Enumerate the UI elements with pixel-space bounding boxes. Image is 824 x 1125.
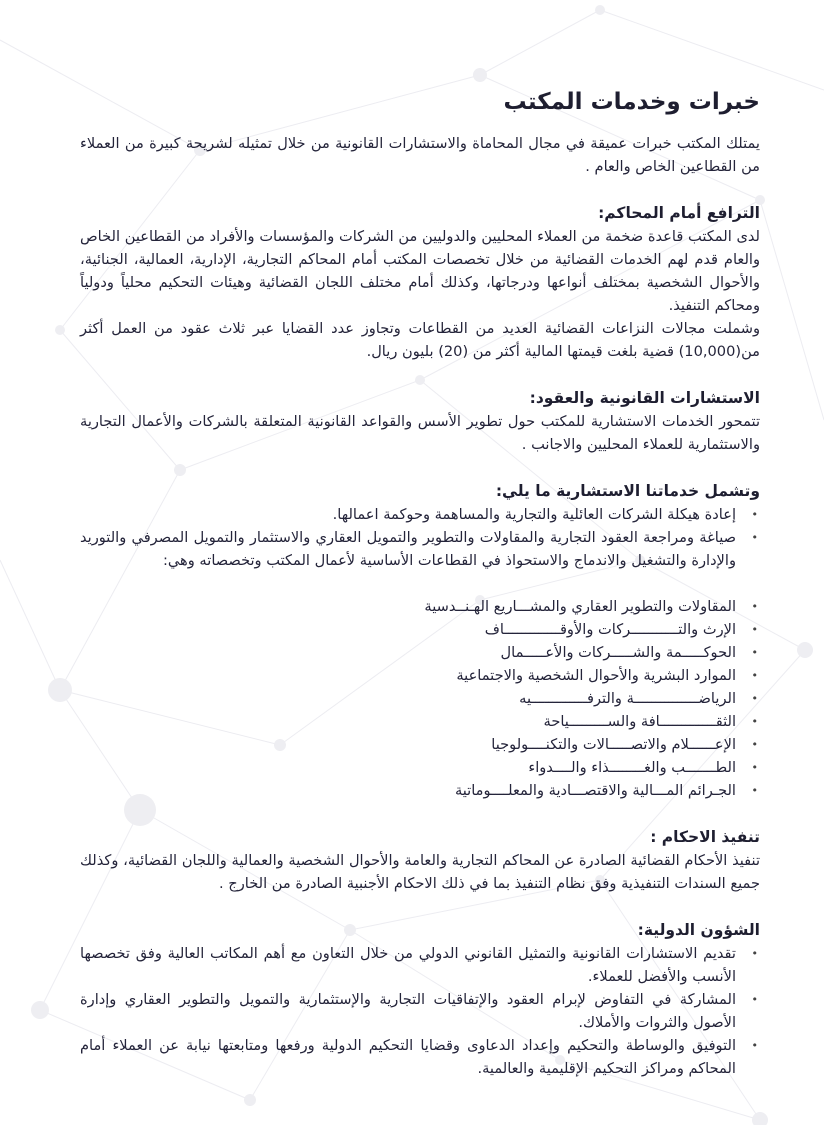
sectors-list (80, 595, 760, 802)
litigation-paragraph-1: لدى المكتب قاعدة ضخمة من العملاء المحليين والدوليين من الشركات والمؤسسات والأفراد من القطاعين الخاص والعام قدم لهم الخدمات القضائية من خلال تخصصات المكتب أمام المحاكم التجارية، الإدارية، العمالية، الجنائية، والأحوال الشخصية بمختلف أنواعها ودرجاتها، وكذلك أمام مختلف اللجان القضائية وهيئات التحكيم محلياً ودولياً ومحاكم التنفيذ. (80, 228, 760, 314)
sector-item: • الموارد البشرية والأحوال الشخصية والاجتماعية (80, 664, 736, 687)
international-list-item: • المشاركة في التفاوض لإبرام العقود والإتفاقيات التجارية والإستثمارية والتمويل والتطوير العقاري وإدارة الأصول والثروات والأملاك. (80, 988, 736, 1034)
document-page (80, 86, 760, 1080)
services-list-item: • إعادة هيكلة الشركات العائلية والتجارية والمساهمة وحوكمة اعمالها. (80, 503, 736, 526)
sector-item: • الإعــــــلام والاتصـــــالات والتكنــــولوجيا (80, 733, 736, 756)
international-list-item: • تقديم الاستشارات القانونية والتمثيل القانوني الدولي من خلال التعاون مع أهم المكاتب العالية وفق تخصصها الأنسب والأفضل للعملاء. (80, 942, 736, 988)
services-heading: وتشمل خدماتنا الاستشارية ما يلي: (495, 482, 760, 500)
intro-paragraph: يمتلك المكتب خبرات عميقة في مجال المحاماة والاستشارات القانونية من خلال تمثيله لشريحة كبيرة من العملاء من القطاعين الخاص والعام . (80, 135, 760, 175)
sector-item: • الثقـــــــــــــافة والســـــــــياحة (80, 710, 736, 733)
litigation-heading: الترافع أمام المحاكم: (598, 204, 760, 222)
spacer (80, 572, 760, 595)
spacer (80, 456, 760, 479)
international-list (80, 942, 760, 1080)
consulting-heading: الاستشارات القانونية والعقود: (529, 389, 760, 407)
international-list-item: • التوفيق والوساطة والتحكيم وإعداد الدعاوى وقضايا التحكيم الدولية ورفعها ومتابعتها نيابة عن العملاء أمام المحاكم ومراكز التحكيم الإقليمية والعالمية. (80, 1034, 736, 1080)
services-list (80, 503, 760, 572)
sector-item: • الإرث والتـــــــــــركات والأوقـــــــــــــاف (80, 618, 736, 641)
sector-item: • المقاولات والتطوير العقاري والمشـــاريع الهـنــدسية (80, 595, 736, 618)
sector-item: • الرياضـــــــــــــــة والترفـــــــــــــيه (80, 687, 736, 710)
international-heading: الشؤون الدولية: (637, 921, 760, 939)
consulting-paragraph: تتمحور الخدمات الاستشارية للمكتب حول تطوير الأسس والقواعد القانونية المتعلقة بالشركات والأعمال التجارية والاستثمارية للعملاء المحليين والاجانب . (80, 413, 760, 453)
sector-item: • الطـــــــب والغــــــــذاء والــــدواء (80, 756, 736, 779)
litigation-paragraph-2: وشملت مجالات النزاعات القضائية العديد من القطاعات وتجاوز عدد القضايا عبر ثلاث عقود من العمل أكثر من(10,000) قضية بلغت قيمتها المالية أكثر من (20) بليون ريال. (80, 320, 760, 360)
enforcement-paragraph: تنفيذ الأحكام القضائية الصادرة عن المحاكم التجارية والعامة والأحوال الشخصية والعمالية واللجان القضائية، وكذلك جميع السندات التنفيذية وفق نظام التنفيذ بما في ذلك الاحكام الأجنبية الصادرة من الخارج . (80, 852, 760, 892)
services-list-item: • صياغة ومراجعة العقود التجارية والمقاولات والتطوير والتمويل العقاري والاستثمار والتمويل المصرفي والتوريد والإدارة والتشغيل والاندماج والاستحواذ في القطاعات الأساسية لأعمال المكتب وتخصصاته وهي: (80, 526, 736, 572)
spacer (80, 363, 760, 386)
sector-item: • الحوكـــــمة والشـــــركات والأعـــــمال (80, 641, 736, 664)
spacer (80, 178, 760, 201)
enforcement-heading: تنفيذ الاحكام : (650, 828, 760, 846)
page-title: خبرات وخدمات المكتب (503, 89, 760, 115)
spacer (80, 802, 760, 825)
sector-item: • الجـرائم المـــالية والاقتصـــادية والمعلــــوماتية (80, 779, 736, 802)
spacer (80, 895, 760, 918)
